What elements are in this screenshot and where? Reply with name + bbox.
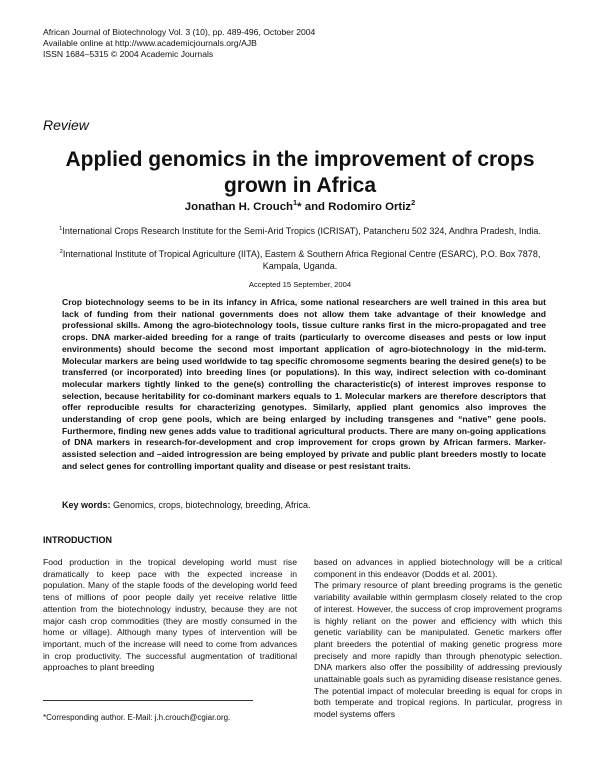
section-heading: INTRODUCTION: [43, 535, 112, 545]
affiliation: [50, 249, 550, 273]
author-name: Jonathan H. Crouch: [184, 201, 294, 213]
author-connector: and: [301, 201, 329, 213]
author-line: [43, 198, 557, 213]
article-title: Applied genomics in the improvement of crops grown in Africa: [65, 148, 535, 197]
footnote-rule: [43, 700, 253, 701]
article-type: Review: [43, 117, 89, 133]
keywords: [62, 500, 546, 510]
abstract: Crop biotechnology seems to be in its infancy in Africa, some national researchers are well trained in this area but lack of funding from their national governments does not allow them take advantage of their knowledge and professional skills. Among the agro-biotechnology tools, tissue culture ranks first in the micro-propagated and tree crops. DNA marker-aided breeding for a range of traits (particularly to overcome diseases and pests or low input environments) should become the second most important application of agro-biotechnology in the mid-term. Molecular markers are being used worldwide to tag specific chromosome segments bearing the desired gene(s) to be transferred (or incorporated) into breeding lines (or populations). In this way, indirect selection with co-dominant molecular markers tightly linked to the gene(s) controlling the characteristic(s) of interest improves response to selection, because heritability for co-dominant markers equals to 1. Molecular markers are therefore descriptors that offer reproducible results for characterizing genotypes. Similarly, applied plant genomics also improves the understanding of crop gene pools, which are being enlarged by including transgenes and “native” gene pools. Furthermore, finding new genes adds value to traditional agricultural products. There are many on-going applications of DNA markers in research-for-development and crop improvement for crops grown by African farmers. Marker-assisted selection and –aided introgression are being employed by private and public plant breeders mostly to locate and select genes for controlling important quality and disease or pest resistant traits.: [62, 297, 546, 471]
author-affiliation-mark: 2: [411, 198, 416, 208]
author-name: Rodomiro Ortiz: [328, 201, 412, 213]
body-paragraph: The primary resource of plant breeding programs is the genetic variability available within germplasm closely related to the crop of interest. However, the success of crop improvement programs is highly reliant on the power and efficiency with which this genetic variability can be manipulated. Genetic markers offer plant breeders the potential of making genetic progress more precisely and more rapidly than through phenotypic selection. DNA markers also offer the possibility of addressing previously unattainable goals such as pyramiding disease resistance genes. The potential impact of molecular breeding is equal for crops in both temperate and tropical regions. In particular, progress in model systems offers: [314, 580, 562, 720]
body-paragraph: based on advances in applied biotechnology will be a critical component in this endeavor (Dodds et al. 2001).: [314, 557, 562, 579]
journal-issn: ISSN 1684–5315 © 2004 Academic Journals: [43, 49, 214, 60]
body-column-right: [314, 557, 562, 721]
journal-availability: Available online at http://www.academicjournals.org/AJB: [43, 38, 257, 49]
affiliation: [50, 226, 550, 238]
author-affiliation-mark: 1: [293, 198, 298, 208]
affiliation-text: International Crops Research Institute for the Semi-Arid Tropics (ICRISAT), Patancheru 502 324, Andhra Pradesh, India.: [62, 226, 541, 236]
affiliation-number: 1: [59, 226, 63, 232]
keywords-text: Genomics, crops, biotechnology, breeding, Africa.: [110, 500, 311, 510]
corresponding-mark: *: [297, 201, 302, 213]
affiliation-text: International Institute of Tropical Agriculture (IITA), Eastern & Southern Africa Regional Centre (ESARC), P.O. Box 7878, Kampala, Uganda.: [62, 249, 541, 271]
body-column-left: Food production in the tropical developing world must rise dramatically to keep pace with the expected increase in population. Many of the staple foods of the developing world feed tens of millions of poor people daily yet receive relative little attention from the biotechnology industry, because they are not major cash crop commodities (they are mostly consumed in the home or village). Although many types of intervention will be important, much of the increase will need to come from advances in crop productivity. The successful augmentation of traditional approaches to plant breeding: [43, 557, 297, 673]
affiliation-number: 2: [59, 249, 63, 255]
accepted-date: Accepted 15 September, 2004: [248, 280, 352, 289]
corresponding-author-footnote: *Corresponding author. E-Mail: j.h.crouch@cgiar.org.: [43, 713, 231, 722]
keywords-label: Key words:: [62, 500, 111, 510]
journal-header: [43, 27, 315, 61]
journal-citation: African Journal of Biotechnology Vol. 3 (10), pp. 489-496, October 2004: [43, 27, 316, 37]
